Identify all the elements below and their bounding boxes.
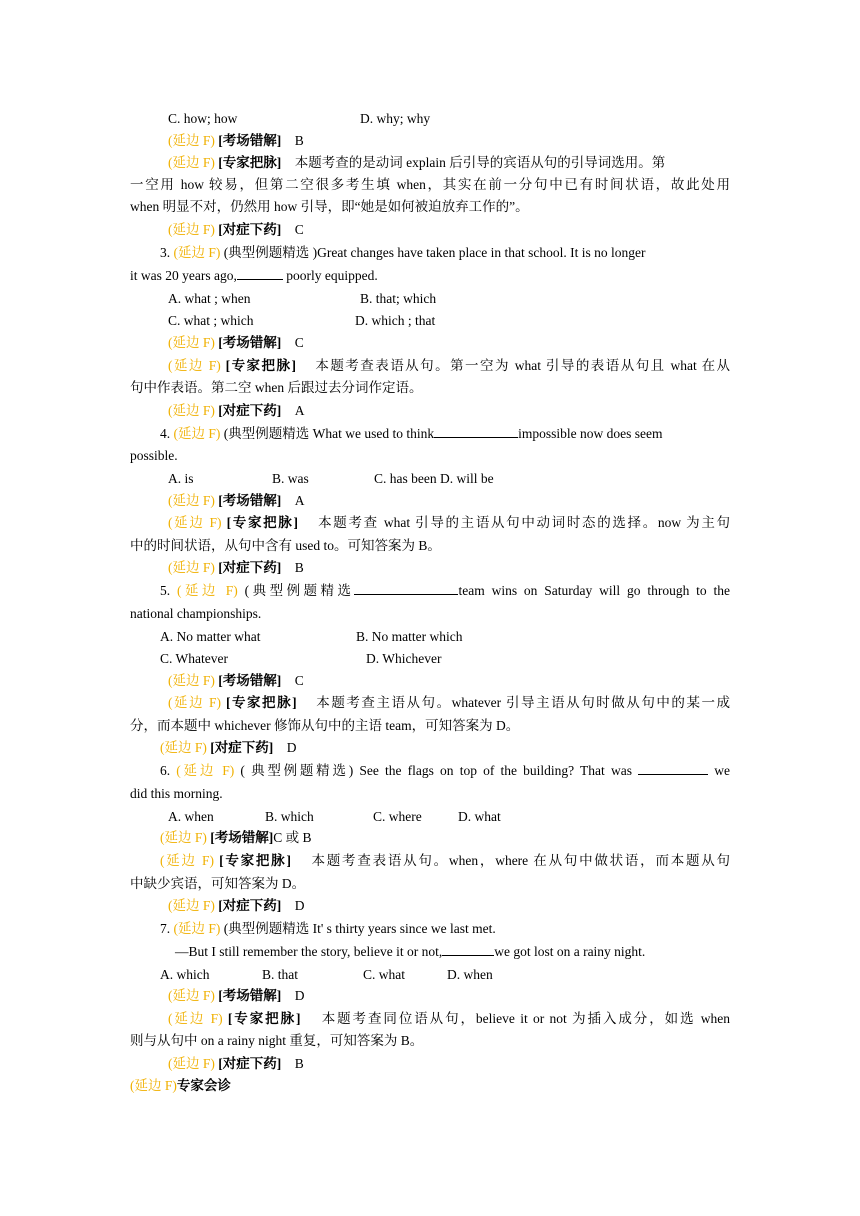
q6-stem-line-1 xyxy=(160,762,730,780)
answer-blank xyxy=(638,762,708,775)
q4-error-answer: A xyxy=(294,493,305,508)
q2-error-row xyxy=(168,132,304,150)
q3-option-c: C. what ; which xyxy=(168,313,254,328)
source-tag: (延边 F) xyxy=(160,830,207,845)
source-tag: (延边 F) xyxy=(160,853,214,868)
source-tag: (延边 F) xyxy=(168,898,215,913)
fix-label: [对症下药] xyxy=(218,1056,282,1071)
q7-stem-line-2 xyxy=(175,943,645,961)
q5-fix-answer: D xyxy=(286,740,297,755)
q3-expert-text-2: 句中作表语。第二空 when 后跟过去分词作定语。 xyxy=(130,380,423,395)
q5-option-d: D. Whichever xyxy=(366,651,442,666)
q5-expert-text-2: 分，而本题中 whichever 修饰从句中的主语 team，可知答案为 D。 xyxy=(130,718,520,733)
q2-option-c: C. how; how xyxy=(168,111,238,126)
q5-number: 5. xyxy=(160,583,171,598)
q7-expert-row xyxy=(168,1010,730,1028)
q3-stem-line-1 xyxy=(160,244,646,262)
q6-expert-row xyxy=(160,852,730,870)
q3-expert-text-1: 本题考查表语从句。第一空为 what 引导的表语从句且 what 在从 xyxy=(315,358,731,373)
q5-stem-1b: team wins on Saturday will go through to the xyxy=(458,583,731,598)
q6-number: 6. xyxy=(160,763,171,778)
q5-option-b: B. No matter which xyxy=(356,629,463,644)
q2-expert-row xyxy=(168,154,730,172)
q7-expert-text-1: 本题考查同位语从句，believe it or not 为插入成分，如选 when xyxy=(321,1011,731,1026)
answer-blank xyxy=(237,267,283,280)
source-tag: (延边 F) xyxy=(168,222,215,237)
q4-stem-line-1 xyxy=(160,425,662,443)
q3-option-d: D. which ; that xyxy=(355,313,436,328)
q3-error-answer: C xyxy=(294,335,304,350)
answer-blank xyxy=(442,943,494,956)
q3-option-b: B. that; which xyxy=(360,291,437,306)
expert-label: [专家把脉] xyxy=(219,853,291,868)
q7-option-a: A. which xyxy=(160,967,210,982)
q4-fix-answer: B xyxy=(294,560,304,575)
q4-stem-1b: impossible now does seem xyxy=(518,426,663,441)
q4-stem-1a: (典型例题精选 What we used to think xyxy=(223,426,435,441)
source-tag: (延边 F) xyxy=(160,740,207,755)
q6-option-d: D. what xyxy=(458,809,501,824)
expert-label: [专家把脉] xyxy=(225,695,297,710)
q2-expert-text-3: when 明显不对，仍然用 how 引导，即“她是如何被迫放弃工作的”。 xyxy=(130,199,529,214)
error-label: [考场错解] xyxy=(218,493,282,508)
q4-error-row xyxy=(168,492,305,510)
error-label: [考场错解] xyxy=(218,988,282,1003)
q7-expert-text-2: 则与从句中 on a rainy night 重复，可知答案为 B。 xyxy=(130,1033,424,1048)
q6-error-row xyxy=(160,829,312,847)
q7-stem-2b: we got lost on a rainy night. xyxy=(494,944,646,959)
q5-error-answer: C xyxy=(294,673,304,688)
error-label: [考场错解] xyxy=(218,133,282,148)
q2-error-answer: B xyxy=(294,133,304,148)
fix-label: [对症下药] xyxy=(210,740,274,755)
q6-stem-1b: we xyxy=(714,763,731,778)
q6-fix-answer: D xyxy=(294,898,305,913)
q3-fix-row xyxy=(168,402,305,420)
q5-fix-row xyxy=(160,739,297,757)
q3-stem-line-2 xyxy=(130,267,378,285)
q6-stem-1a: ( 典型例题精选) See the flags on top of the building? That was xyxy=(240,763,632,778)
q7-option-d: D. when xyxy=(447,967,493,982)
q3-fix-answer: A xyxy=(294,403,305,418)
source-tag: (延边 F) xyxy=(130,1078,177,1093)
q5-stem-2: national championships. xyxy=(130,606,262,621)
q7-fix-row xyxy=(168,1055,304,1073)
q3-error-row xyxy=(168,334,304,352)
q6-option-b: B. which xyxy=(265,809,314,824)
q5-option-a: A. No matter what xyxy=(160,629,261,644)
q2-fix-row xyxy=(168,221,304,239)
source-tag: (延边 F) xyxy=(173,245,221,260)
source-tag: (延边 F) xyxy=(168,673,215,688)
source-tag: (延边 F) xyxy=(168,988,215,1003)
source-tag: (延边 F) xyxy=(168,695,222,710)
source-tag: (延边 F) xyxy=(168,403,215,418)
q7-stem-line-1 xyxy=(160,920,496,938)
q7-error-answer: D xyxy=(294,988,305,1003)
q2-fix-answer: C xyxy=(294,222,304,237)
expert-label: [专家把脉] xyxy=(227,1011,301,1026)
q5-expert-row xyxy=(168,694,730,712)
q6-expert-text-2: 中缺少宾语，可知答案为 D。 xyxy=(130,876,306,891)
q4-option-b: B. was xyxy=(272,471,309,486)
expert-label: [专家把脉] xyxy=(218,155,282,170)
q6-option-c: C. where xyxy=(373,809,422,824)
q5-expert-text-1: 本题考查主语从句。whatever 引导主语从句时做从句中的某一成 xyxy=(316,695,731,710)
q2-option-d: D. why; why xyxy=(360,111,431,126)
q4-fix-row xyxy=(168,559,304,577)
q4-expert-text-2: 中的时间状语，从句中含有 used to。可知答案为 B。 xyxy=(130,538,441,553)
q7-option-c: C. what xyxy=(363,967,405,982)
q4-option-a: A. is xyxy=(168,471,194,486)
q6-error-answer: C 或 B xyxy=(273,830,312,845)
q7-option-b: B. that xyxy=(262,967,298,982)
q7-stem-2a: —But I still remember the story, believe it or not, xyxy=(175,944,443,959)
q4-stem-2: possible. xyxy=(130,448,178,463)
q7-number: 7. xyxy=(160,921,171,936)
fix-label: [对症下药] xyxy=(218,403,282,418)
q2-expert-text-1: 本题考查的是动词 explain 后引导的宾语从句的引导词选用。第 xyxy=(294,155,666,170)
q2-expert-text-2: 一空用 how 较易，但第二空很多考生填 when，其实在前一分句中已有时间状语，故此处用 xyxy=(130,177,730,192)
source-tag: (延边 F) xyxy=(176,583,238,598)
source-tag: (延边 F) xyxy=(168,133,215,148)
fix-label: [对症下药] xyxy=(218,898,282,913)
q3-stem-2a: it was 20 years ago, xyxy=(130,268,237,283)
source-tag: (延边 F) xyxy=(173,426,221,441)
source-tag: (延边 F) xyxy=(168,335,215,350)
q7-fix-answer: B xyxy=(294,1056,304,1071)
q4-expert-text-1: 本题考查 what 引导的主语从句中动词时态的选择。now 为主句 xyxy=(318,515,731,530)
q6-stem-2: did this morning. xyxy=(130,786,223,801)
source-tag: (延边 F) xyxy=(168,1011,223,1026)
q4-option-cd: C. has been D. will be xyxy=(374,471,494,486)
q7-stem-1: (典型例题精选 It' s thirty years since we last met. xyxy=(223,921,496,936)
q3-stem-2b: poorly equipped. xyxy=(282,268,378,283)
answer-blank xyxy=(354,582,458,595)
source-tag: (延边 F) xyxy=(168,155,215,170)
q5-stem-line-1 xyxy=(160,582,730,600)
q4-number: 4. xyxy=(160,426,171,441)
answer-blank xyxy=(434,425,518,438)
source-tag: (延边 F) xyxy=(168,515,222,530)
expert-label: [专家把脉] xyxy=(225,358,296,373)
q5-stem-1a: (典型例题精选 xyxy=(244,583,355,598)
q3-expert-row xyxy=(168,357,730,375)
q6-expert-text-1: 本题考查表语从句。when，where 在从句中做状语，而本题从句 xyxy=(311,853,731,868)
q7-error-row xyxy=(168,987,305,1005)
fix-label: [对症下药] xyxy=(218,560,282,575)
q6-fix-row xyxy=(168,897,305,915)
q3-number: 3. xyxy=(160,245,171,260)
q5-error-row xyxy=(168,672,304,690)
expert-label: [专家把脉] xyxy=(226,515,298,530)
source-tag: (延边 F) xyxy=(173,921,221,936)
q5-option-c: C. Whatever xyxy=(160,651,228,666)
q6-option-a: A. when xyxy=(168,809,214,824)
source-tag: (延边 F) xyxy=(176,763,235,778)
q4-expert-row xyxy=(168,514,730,532)
source-tag: (延边 F) xyxy=(168,1056,215,1071)
source-tag: (延边 F) xyxy=(168,358,221,373)
consult-heading: 专家会诊 xyxy=(176,1078,231,1093)
q3-option-a: A. what ; when xyxy=(168,291,251,306)
q3-stem-1: (典型例题精选 )Great changes have taken place in that school. It is no longer xyxy=(223,245,646,260)
error-label: [考场错解] xyxy=(218,673,282,688)
fix-label: [对症下药] xyxy=(218,222,282,237)
source-tag: (延边 F) xyxy=(168,493,215,508)
error-label: [考场错解] xyxy=(218,335,282,350)
source-tag: (延边 F) xyxy=(168,560,215,575)
error-label: [考场错解] xyxy=(210,830,274,845)
section-heading xyxy=(130,1077,231,1095)
